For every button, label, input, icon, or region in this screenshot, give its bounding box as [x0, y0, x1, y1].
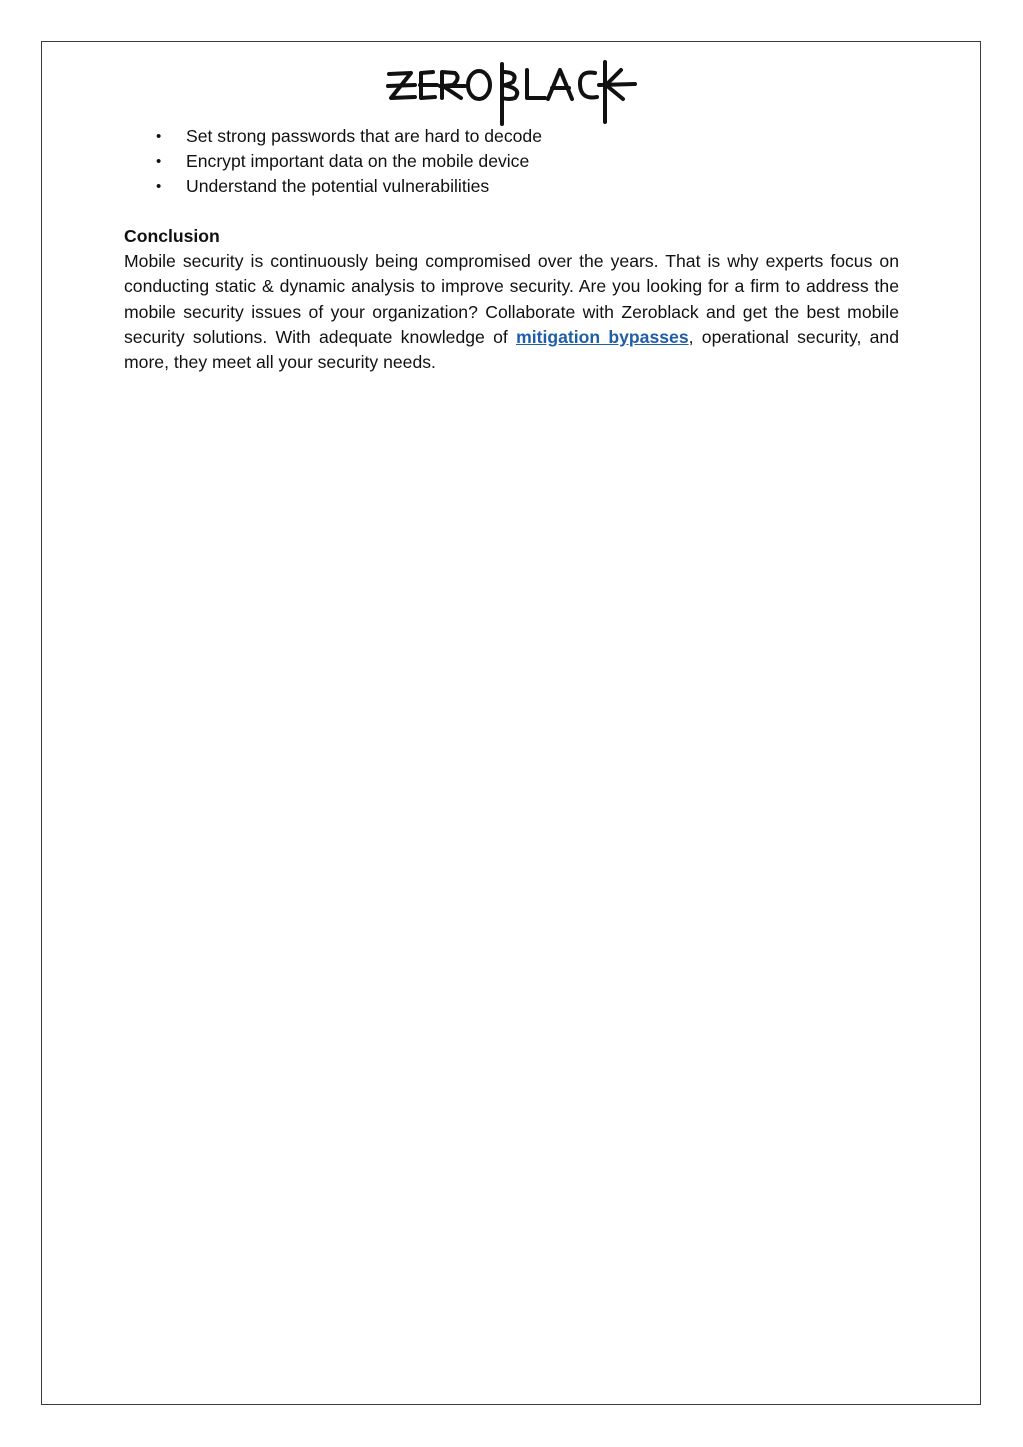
zeroblack-logo — [385, 58, 637, 126]
paragraph-text: Mobile security is continuously being compromised over the years. That is why experts focus on conducting static & dynamic analysis to improve security. Are you looking for a firm to address the mobile security issues of your organization? Collaborate with Zeroblack and get the best mobile security solutions. With adequate knowledge of — [124, 251, 899, 347]
conclusion-heading: Conclusion — [124, 226, 220, 247]
list-item-text: Encrypt important data on the mobile device — [186, 151, 530, 172]
list-item-text: Set strong passwords that are hard to decode — [186, 126, 542, 146]
bullet-icon: • — [156, 178, 162, 196]
list-item — [124, 149, 899, 174]
list-item-text: Understand the potential vulnerabilities — [186, 176, 490, 197]
bullet-icon: • — [156, 128, 162, 145]
bullet-icon: • — [156, 153, 162, 171]
document-body — [124, 124, 899, 375]
list-item — [124, 174, 899, 199]
list-item — [124, 124, 899, 149]
mitigation-bypasses-link[interactable]: mitigation bypasses — [516, 326, 689, 347]
paragraph-text-end: , operational security, and more, they meet all your security needs. — [124, 326, 899, 372]
tips-list — [124, 124, 899, 199]
conclusion-paragraph — [124, 249, 899, 374]
